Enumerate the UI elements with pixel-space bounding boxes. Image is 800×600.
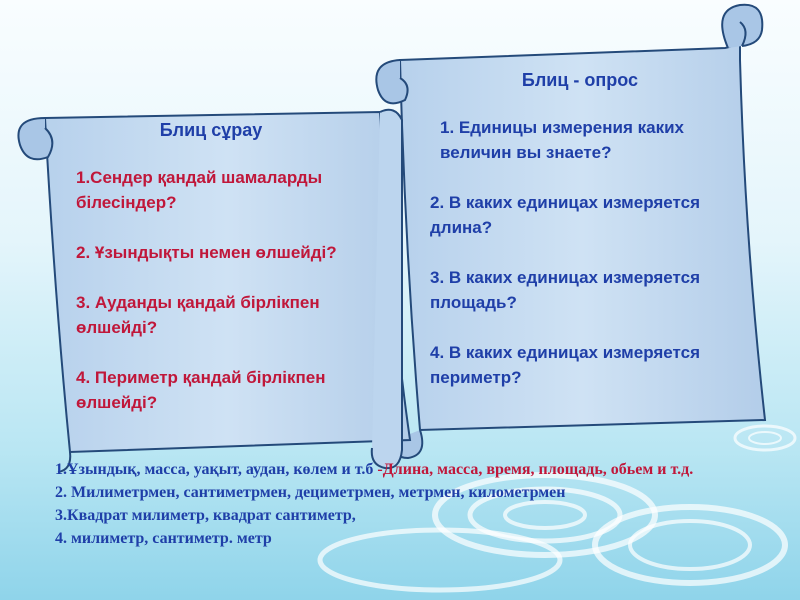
kz-question-1: 1.Сендер қандай шамаларды білесіндер?	[76, 168, 323, 212]
scroll-kz-title: Блиц сұрау	[159, 120, 263, 140]
scroll-ru-text	[430, 68, 730, 390]
answer-1	[55, 458, 790, 481]
ru-question-2: 2. В каких единицах измеряется длина?	[430, 193, 700, 237]
scroll-kz-text	[76, 118, 376, 415]
answer-3: 3.Квадрат милиметр, квадрат сантиметр,	[55, 507, 356, 524]
answer-4: 4. милиметр, сантиметр. метр	[55, 530, 272, 547]
ru-question-4: 4. В каких единицах измеряется периметр?	[430, 343, 700, 387]
answer-1-ru: -Длина, масса, время, площадь, обьем и т.д.	[377, 461, 694, 478]
scroll-ru-title: Блиц - опрос	[521, 70, 639, 90]
answers-block	[55, 458, 790, 550]
answer-1-kz: 1.Ұзындық, масса, уақыт, аудан, көлем и т.б	[55, 461, 378, 478]
ru-question-3: 3. В каких единицах измеряется площадь?	[430, 268, 700, 312]
kz-question-3: 3. Ауданды қандай бірлікпен өлшейді?	[76, 293, 320, 337]
answer-2: 2. Милиметрмен, сантиметрмен, дециметрмен, метрмен, километрмен	[55, 484, 566, 501]
kz-question-2: 2. Ұзындықты немен өлшейді?	[76, 243, 337, 262]
kz-question-4: 4. Периметр қандай бірлікпен өлшейді?	[76, 368, 326, 412]
ru-question-1: 1. Единицы измерения каких величин вы знаете?	[440, 118, 684, 162]
